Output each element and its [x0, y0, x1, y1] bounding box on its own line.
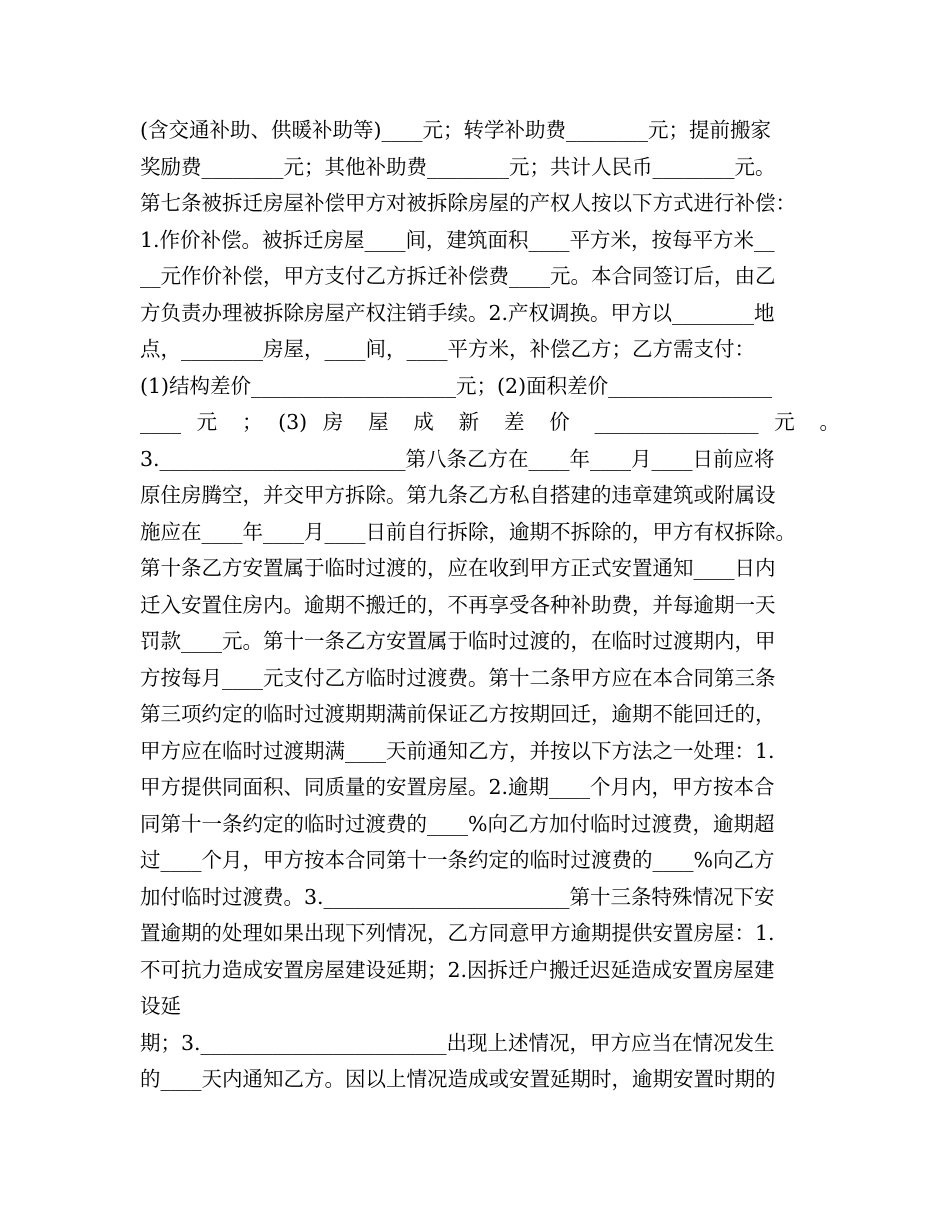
text-line: 点，________房屋，____间，____平方米，补偿乙方；乙方需支付： [140, 337, 755, 361]
contract-text-body [140, 112, 840, 1098]
text-line: 加付临时过渡费。3.________________________第十三条特殊情况下安 [140, 884, 775, 909]
text-line: 奖励费________元；其他补助费________元；共计人民币________元。 [140, 154, 776, 179]
text-line: 方负责办理被拆除房屋产权注销手续。2.产权调换。甲方以________地 [140, 300, 775, 325]
text-line: 罚款____元。第十一条乙方安置属于临时过渡的，在临时过渡期内，甲 [140, 629, 776, 653]
text-line: 过____个月，甲方按本合同第十一条约定的临时过渡费的____%向乙方 [140, 848, 775, 872]
text-line: 不可抗力造成安置房屋建设延期；2.因拆迁户搬迁迟延造成安置房屋建 [140, 957, 775, 982]
text-line: 甲方应在临时过渡期满____天前通知乙方，并按以下方法之一处理：1. [140, 738, 775, 763]
text-line: 施应在____年____月____日前自行拆除，逾期不拆除的，甲方有权拆除。 [140, 519, 796, 544]
text-line: 的____天内通知乙方。因以上情况造成或安置延期时，逾期安置时期的 [140, 1067, 776, 1091]
text-line: 1.作价补偿。被拆迁房屋____间，建筑面积____平方米，按每平方米__ [140, 227, 775, 252]
text-line: 第十条乙方安置属于临时过渡的，应在收到甲方正式安置通知____日内 [140, 556, 776, 580]
text-line: __元作价补偿，甲方支付乙方拆迁补偿费____元。本合同签订后，由乙 [140, 264, 776, 288]
text-line: 3.________________________第八条乙方在____年____月____日前应将 [140, 446, 775, 471]
text-line: 方按每月____元支付乙方临时过渡费。第十二条甲方应在本合同第三条 [140, 665, 776, 690]
text-line: (1)结构差价____________________元；(2)面积差价________________ [140, 373, 773, 398]
text-line: 设延 [140, 994, 181, 1018]
text-line: (含交通补助、供暖补助等)____元；转学补助费________元；提前搬家 [140, 118, 771, 142]
text-line: 第三项约定的临时过渡期期满前保证乙方按期回迁，逾期不能回迁的， [140, 702, 776, 726]
text-line: 置逾期的处理如果出现下列情况，乙方同意甲方逾期提供安置房屋：1. [140, 921, 775, 945]
text-line: 甲方提供同面积、同质量的安置房屋。2.逾期____个月内，甲方按本合 [140, 775, 775, 799]
text-line: 迁入安置住房内。逾期不搬迁的，不再享受各种补助费，并每逾期一天 [140, 592, 776, 617]
text-line-justified: ____ 元 ； (3) 房 屋 成 新 差 价 ________________ 元 。 [140, 410, 840, 434]
text-line: 原住房腾空，并交甲方拆除。第九条乙方私自搭建的违章建筑或附属设 [140, 483, 776, 507]
text-line: 期；3.________________________出现上述情况，甲方应当在情况发生 [140, 1030, 775, 1055]
text-line: 第七条被拆迁房屋补偿甲方对被拆除房屋的产权人按以下方式进行补偿： [140, 191, 796, 215]
text-line: 同第十一条约定的临时过渡费的____%向乙方加付临时过渡费，逾期超 [140, 811, 775, 836]
